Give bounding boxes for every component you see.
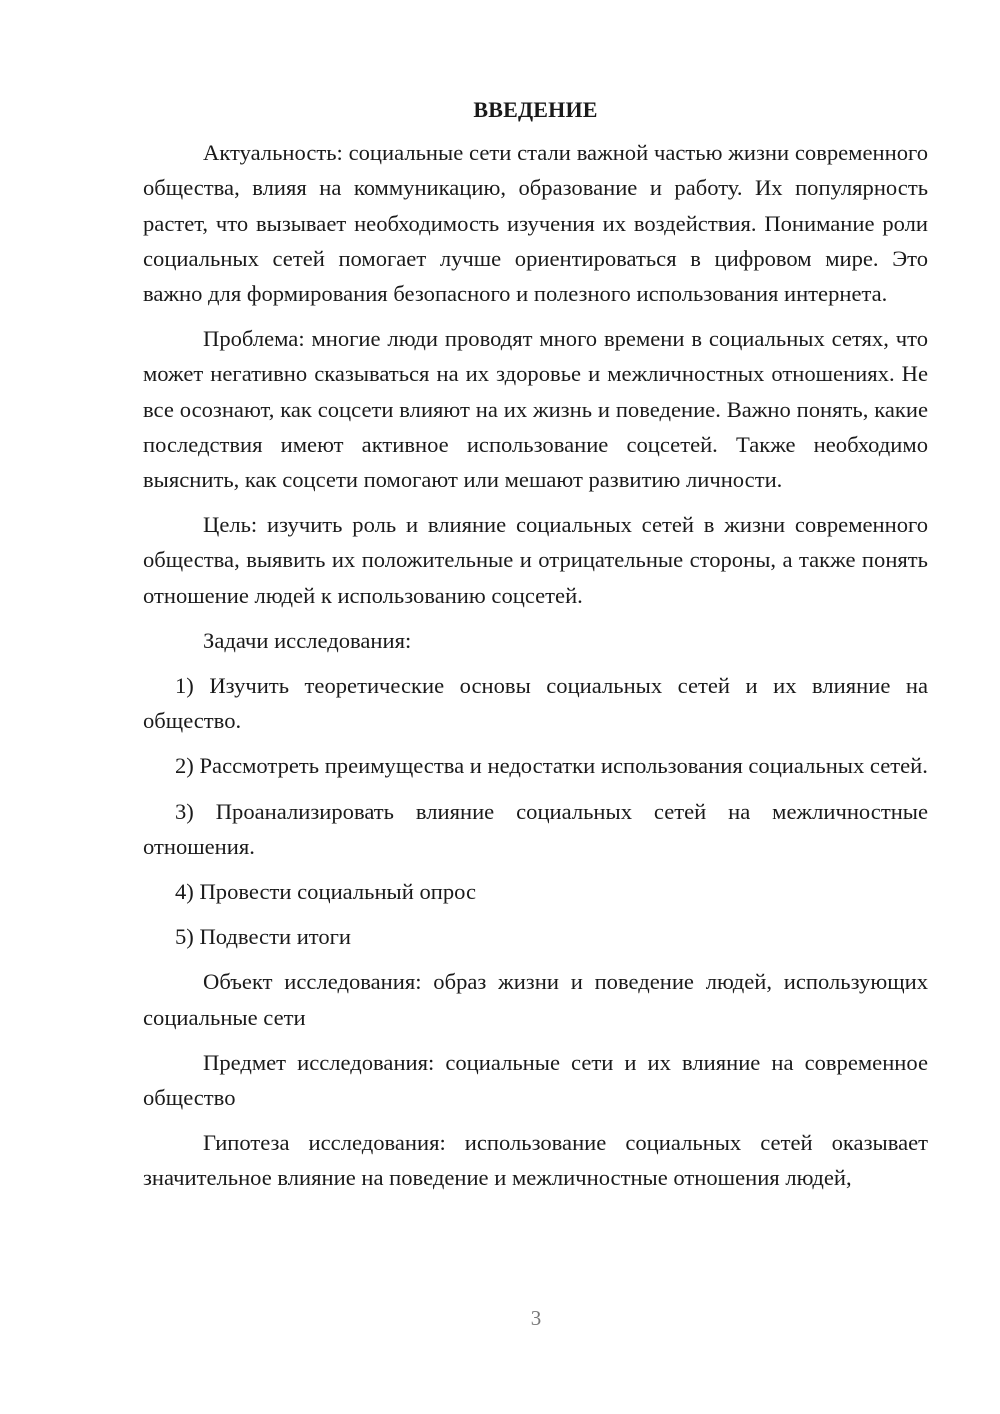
paragraph-tasks-heading: Задачи исследования: — [203, 627, 412, 653]
paragraph-hypothesis: Гипотеза исследования: использование социальных сетей оказывает значительное влияние на поведение и межличностные отношения людей, — [143, 1130, 928, 1191]
paragraph-object: Объект исследования: образ жизни и поведение людей, использующих социальные сети — [143, 969, 928, 1030]
page-title: ВВЕДЕНИЕ — [473, 97, 598, 122]
page-content — [143, 92, 928, 1196]
paragraph-subject: Предмет исследования: социальные сети и их влияние на современное общество — [143, 1049, 928, 1111]
task-item-2: 2) Рассмотреть преимущества и недостатки использования социальных сетей. — [175, 753, 928, 779]
task-item-3: 3) Проанализировать влияние социальных сетей на межличностные отношения. — [143, 798, 928, 859]
task-item-1: 1) Изучить теоретические основы социальных сетей и их влияние на общество. — [143, 673, 928, 734]
paragraph-problem: Проблема: многие люди проводят много времени в социальных сетях, что может негативно сказываться на их здоровье и межличностных отношениях. Не все осознают, как соцсети влияют на их жизнь и поведение. Важно понять, какие последствия имеют активное использование соцсетей. Также необходимо выяснить, как соцсети помогают или мешают развитию личности. — [143, 326, 928, 493]
page-number: 3 — [530, 1306, 542, 1330]
task-item-5: 5) Подвести итоги — [175, 924, 352, 950]
paragraph-relevance: Актуальность: социальные сети стали важной частью жизни современного общества, влияя на коммуникацию, образование и работу. Их популярность растет, что вызывает необходимость изучения их воздействия. Понимание роли социальных сетей помогает лучше ориентироваться в цифровом мире. Это важно для формирования безопасного и полезного использования интернета. — [143, 140, 928, 307]
task-item-4: 4) Провести социальный опрос — [175, 879, 477, 905]
paragraph-goal: Цель: изучить роль и влияние социальных сетей в жизни современного общества, выявить их положительные и отрицательные стороны, а также понять отношение людей к использованию соцсетей. — [143, 512, 928, 608]
